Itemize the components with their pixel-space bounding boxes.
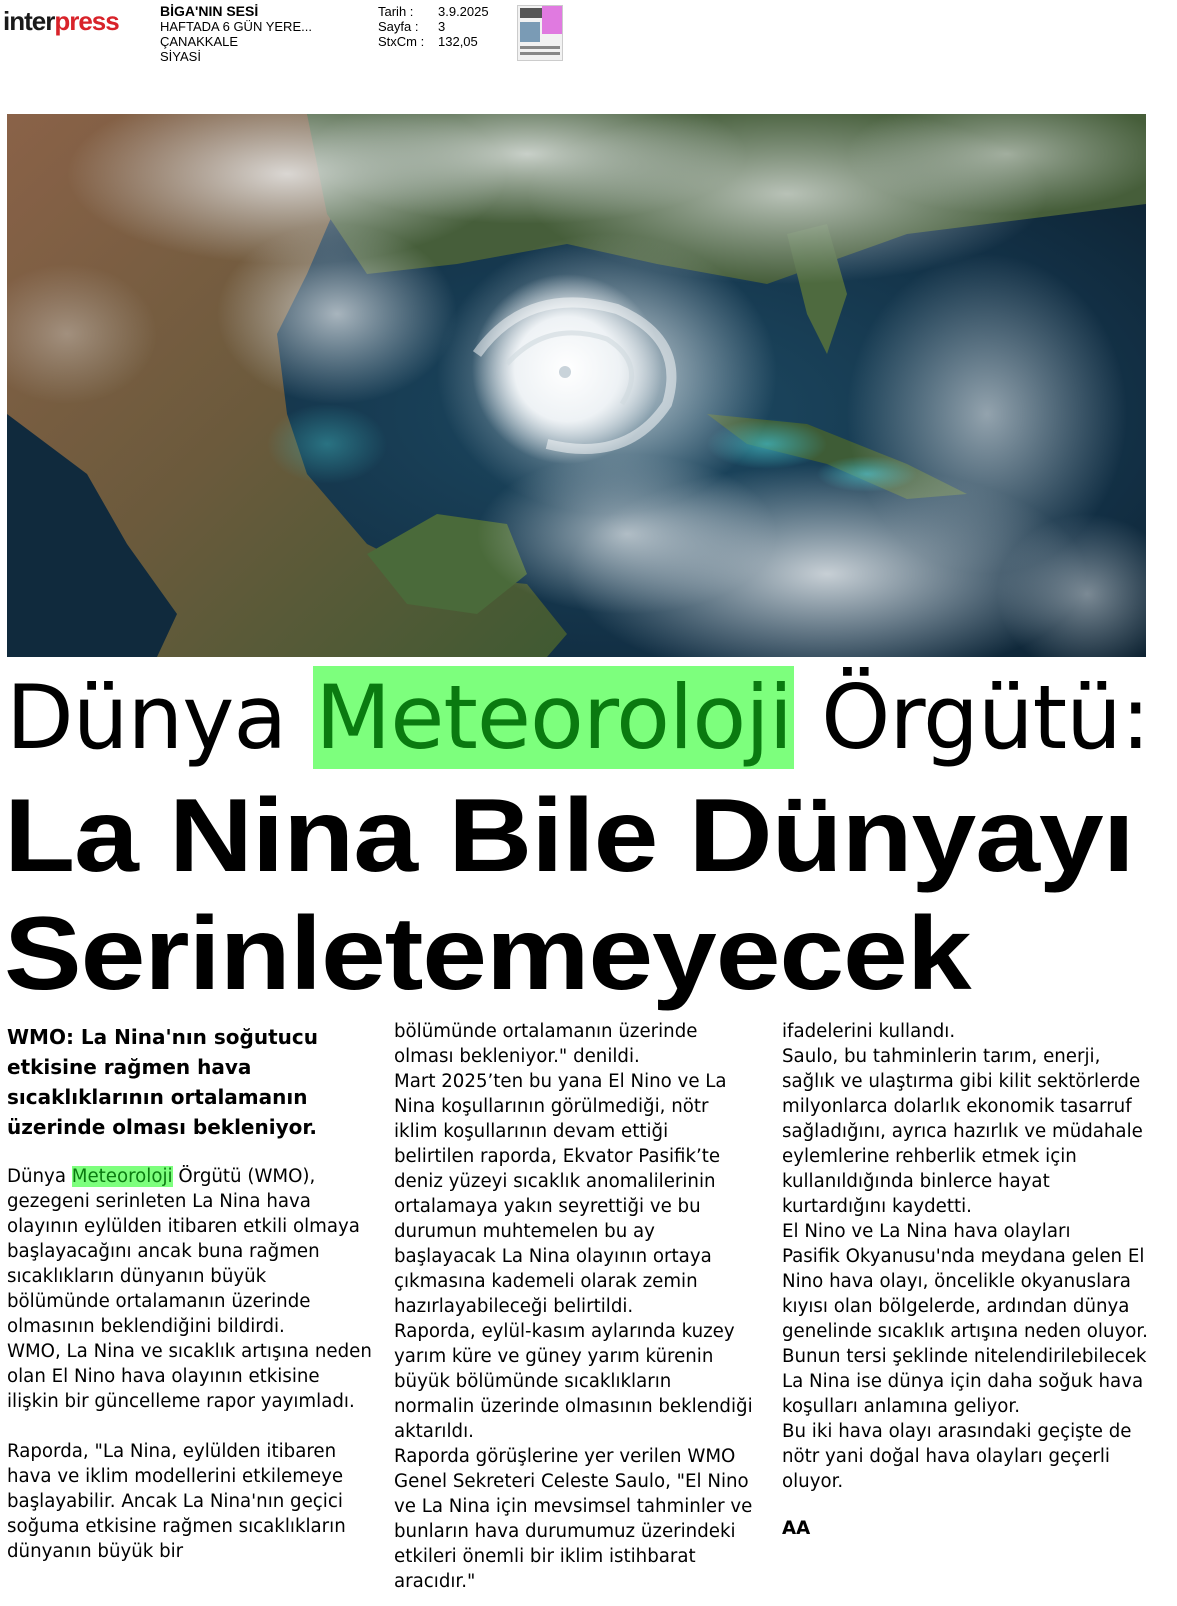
paragraph-text: Örgütü (WMO), gezegeni serinleten La Nina hava olayının eylülden itibaren etkili olmaya başlayacağını ancak buna rağmen sıcaklıkların dünyanın büyük bölümünde ortalamanın üzerinde olmasının beklendiğini bildirdi.	[7, 1166, 360, 1337]
article-paragraph: Bu iki hava olayı arasındaki geçişte de nötr yani doğal hava olayları geçerli oluyor.	[782, 1421, 1132, 1492]
publication-name: BİGA'NIN SESİ	[160, 3, 259, 19]
article-column-2	[394, 1019, 754, 1594]
hurricane-satellite-photo	[7, 114, 1146, 657]
article-paragraph: WMO, La Nina ve sıcaklık artışına neden olan El Nino hava olayının etkisine ilişkin bir güncelleme rapor yayımladı.	[7, 1341, 372, 1412]
meta-value: 3	[438, 19, 446, 34]
article-paragraph: ifadelerini kullandı.	[782, 1021, 956, 1042]
article-paragraph: Bunun tersi şeklinde nitelendirilebilecek La Nina ise dünya için daha soğuk hava koşulları anlamına geliyor.	[782, 1346, 1147, 1417]
article-paragraph: Raporda, "La Nina, eylülden itibaren hava ve iklim modellerini etkilemeye başlayabilir. Ancak La Nina'nın geçici soğuma etkisine rağmen sıcaklıkların dünyanın büyük bir	[7, 1441, 346, 1562]
meta-row-page	[378, 19, 489, 34]
article-paragraph: Raporda, eylül-kasım aylarında kuzey yarım küre ve güney yarım kürenin büyük bölümünde sıcaklıkların normalin üzerinde olmasının beklendiği aktarıldı.	[394, 1321, 753, 1442]
interpress-logo	[3, 6, 119, 37]
page-thumbnail[interactable]	[517, 5, 563, 61]
publication-frequency: HAFTADA 6 GÜN YERE...	[160, 19, 312, 34]
headline-highlight: Meteoroloji	[315, 666, 793, 769]
meta-value: 3.9.2025	[438, 4, 489, 19]
headline-line-1	[6, 668, 1150, 768]
publication-category: SİYASİ	[160, 49, 201, 64]
article-subhead: El Nino ve La Nina hava olayları	[782, 1221, 1071, 1242]
meta-key: Sayfa :	[378, 19, 419, 34]
article-paragraph: Mart 2025’ten bu yana El Nino ve La Nina koşullarının görülmediği, nötr iklim koşullarının devam ettiği belirtilen raporda, Ekvator Pasifik’te deniz yüzeyi sıcaklık anomalilerinin ortalamaya yakın seyrettiği ve bu durumun muhtemelen bu ay başlayacak La Nina olayının ortaya çıkmasına kademeli olarak zemin hazırlayabileceği belirtildi.	[394, 1071, 727, 1317]
article-paragraph: Saulo, bu tahminlerin tarım, enerji, sağlık ve ulaştırma gibi kilit sektörlerde milyonlarca dolarlık ekonomik tasarruf sağladığını, ayrıca hazırlık ve müdahale eylemlerine rehberlik etmek için kullanıldığında binlerce hayat kurtardığını kaydetti.	[782, 1046, 1143, 1217]
article-paragraph: Raporda görüşlerine yer verilen WMO Genel Sekreteri Celeste Saulo, "El Nino ve La Nina için mevsimsel tahminler ve bunların hava durumumuz üzerindeki etkileri önemli bir iklim istihbarat aracıdır."	[394, 1446, 753, 1592]
meta-row-stxcm	[378, 34, 489, 49]
article-paragraph: bölümünde ortalamanın üzerinde olması bekleniyor." denildi.	[394, 1021, 698, 1067]
article-column-3	[782, 1019, 1152, 1541]
headline-line-2: La Nina Bile Dünyayı	[4, 778, 1134, 894]
headline-text: Dünya	[6, 666, 314, 769]
clipping-meta	[378, 4, 489, 49]
meta-value: 132,05	[438, 34, 478, 49]
logo-text: interpress	[3, 6, 119, 36]
headline-text: Örgütü:	[794, 666, 1150, 769]
article-lead: WMO: La Nina'nın soğutucu etkisine rağmen hava sıcaklıklarının ortalamanın üzerinde olması bekleniyor.	[7, 1025, 318, 1139]
article-signature: AA	[782, 1518, 811, 1539]
publication-info	[160, 4, 312, 64]
headline-line-3: Serinletemeyecek	[4, 896, 971, 1012]
article-column-1	[7, 1022, 372, 1564]
meta-row-date	[378, 4, 489, 19]
publication-city: ÇANAKKALE	[160, 34, 239, 49]
paragraph-text: Dünya	[7, 1166, 72, 1187]
highlighted-term: Meteoroloji	[71, 1166, 173, 1187]
meta-key: StxCm :	[378, 34, 425, 49]
article-paragraph: Pasifik Okyanusu'nda meydana gelen El Nino hava olayı, öncelikle okyanuslara kıyısı olan bölgelerde, ardından dünya genelinde sıcaklık artışına neden oluyor.	[782, 1246, 1148, 1342]
meta-key: Tarih :	[378, 4, 414, 19]
headline-main	[4, 777, 1134, 1013]
article-paragraph	[7, 1164, 372, 1339]
